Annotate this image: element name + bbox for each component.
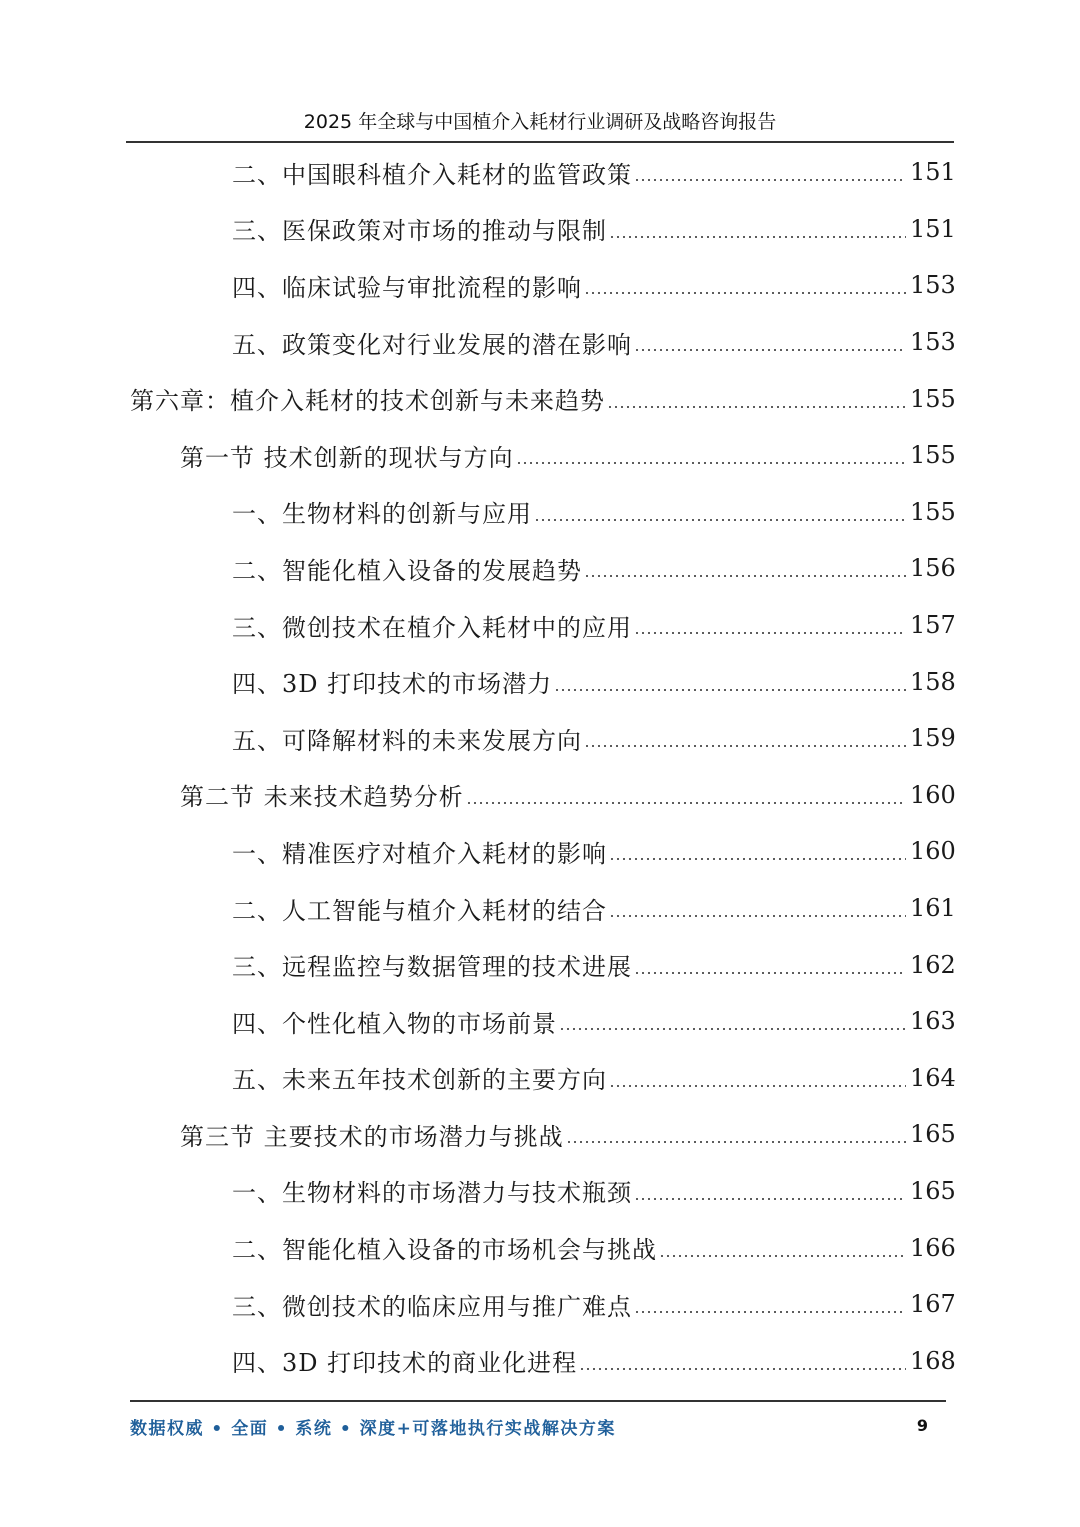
toc-entry-item[interactable]: [0, 1332, 1080, 1389]
toc-entry-title: 二、中国眼科植介入耗材的监管政策: [232, 160, 632, 189]
toc-dot-leader: [566, 1122, 906, 1146]
toc-entry-page: 155: [910, 441, 956, 470]
toc-entry-section[interactable]: [0, 1106, 1080, 1163]
footer-slogan: 数据权威 • 全面 • 系统 • 深度+可落地执行实战解决方案: [130, 1419, 616, 1439]
toc-entry-item[interactable]: [0, 880, 1080, 937]
toc-entry-item[interactable]: [0, 653, 1080, 710]
toc-entry-page: 155: [910, 384, 956, 413]
toc-entry-page: 160: [910, 837, 956, 866]
toc-entry-title: 三、微创技术在植介入耗材中的应用: [232, 613, 632, 642]
toc-dot-leader: [554, 670, 906, 694]
toc-dot-leader: [584, 273, 906, 297]
toc-dot-leader: [516, 443, 906, 467]
toc-entry-page: 157: [910, 611, 956, 640]
toc-dot-leader: [584, 556, 906, 580]
toc-entry-title: 第一节 技术创新的现状与方向: [180, 443, 514, 472]
toc-entry-title: 四、3D 打印技术的市场潜力: [232, 670, 553, 699]
toc-entry-page: 161: [910, 894, 956, 923]
toc-dot-leader: [607, 387, 906, 411]
toc-dot-leader: [634, 613, 906, 637]
toc-entry-page: 151: [910, 158, 956, 187]
toc-entry-page: 155: [910, 497, 956, 526]
toc-entry-item[interactable]: [0, 484, 1080, 541]
toc-dot-leader: [634, 953, 906, 977]
toc-entry-item[interactable]: [0, 257, 1080, 314]
toc-entry-chapter[interactable]: [0, 370, 1080, 427]
toc-dot-leader: [634, 160, 906, 184]
toc-entry-page: 153: [910, 328, 956, 357]
toc-entry-title: 第二节 未来技术趋势分析: [180, 783, 464, 812]
toc-entry-title: 四、3D 打印技术的商业化进程: [232, 1349, 578, 1378]
toc-entry-item[interactable]: [0, 1163, 1080, 1220]
toc-entry-page: 163: [910, 1007, 956, 1036]
toc-entry-title: 三、远程监控与数据管理的技术进展: [232, 953, 632, 982]
toc-entry-title: 二、人工智能与植介入耗材的结合: [232, 896, 607, 925]
toc-entry-title: 二、智能化植入设备的发展趋势: [232, 556, 582, 585]
toc-entry-page: 168: [910, 1346, 956, 1375]
toc-entry-section[interactable]: [0, 767, 1080, 824]
toc-entry-title: 五、可降解材料的未来发展方向: [232, 726, 582, 755]
toc-entry-page: 166: [910, 1233, 956, 1262]
toc-dot-leader: [634, 1292, 906, 1316]
toc-entry-item[interactable]: [0, 1276, 1080, 1333]
toc-entry-item[interactable]: [0, 1219, 1080, 1276]
toc-dot-leader: [609, 839, 906, 863]
toc-entry-item[interactable]: [0, 144, 1080, 201]
toc-dot-leader: [609, 896, 906, 920]
toc-entry-item[interactable]: [0, 823, 1080, 880]
toc-entry-title: 第三节 主要技术的市场潜力与挑战: [180, 1122, 564, 1151]
toc-entry-title: 一、精准医疗对植介入耗材的影响: [232, 839, 607, 868]
toc-dot-leader: [634, 330, 906, 354]
toc-entry-title: 一、生物材料的市场潜力与技术瓶颈: [232, 1179, 632, 1208]
toc-entry-item[interactable]: [0, 201, 1080, 258]
page-header-title: 2025 年全球与中国植介入耗材行业调研及战略咨询报告: [303, 111, 777, 133]
toc-entry-item[interactable]: [0, 540, 1080, 597]
toc-dot-leader: [559, 1009, 906, 1033]
toc-entry-item[interactable]: [0, 710, 1080, 767]
toc-entry-title: 二、智能化植入设备的市场机会与挑战: [232, 1236, 657, 1265]
toc-entry-item[interactable]: [0, 936, 1080, 993]
toc-dot-leader: [534, 500, 906, 524]
toc-entry-page: 160: [910, 780, 956, 809]
toc-entry-item[interactable]: [0, 1050, 1080, 1107]
toc-entry-title: 第六章：植介入耗材的技术创新与未来趋势: [130, 387, 605, 416]
toc-entry-page: 162: [910, 950, 956, 979]
toc-entry-page: 153: [910, 271, 956, 300]
toc-entry-title: 五、未来五年技术创新的主要方向: [232, 1066, 607, 1095]
toc-entry-section[interactable]: [0, 427, 1080, 484]
toc-entry-page: 158: [910, 667, 956, 696]
toc-entry-item[interactable]: [0, 597, 1080, 654]
toc-entry-page: 156: [910, 554, 956, 583]
toc-entry-title: 五、政策变化对行业发展的潜在影响: [232, 330, 632, 359]
toc-dot-leader: [634, 1179, 906, 1203]
toc-entry-title: 四、个性化植入物的市场前景: [232, 1009, 557, 1038]
toc-dot-leader: [609, 217, 906, 241]
toc-dot-leader: [659, 1236, 906, 1260]
page-number: 9: [916, 1416, 928, 1435]
footer-divider: [130, 1400, 946, 1402]
toc-entry-title: 三、微创技术的临床应用与推广难点: [232, 1292, 632, 1321]
header-divider: [126, 141, 954, 143]
toc-entry-page: 165: [910, 1176, 956, 1205]
toc-entry-page: 159: [910, 724, 956, 753]
toc-dot-leader: [466, 783, 906, 807]
toc-dot-leader: [579, 1349, 906, 1373]
toc-entry-item[interactable]: [0, 314, 1080, 371]
toc-entry-page: 151: [910, 214, 956, 243]
toc-dot-leader: [609, 1066, 906, 1090]
toc-entry-title: 三、医保政策对市场的推动与限制: [232, 217, 607, 246]
toc-entry-page: 167: [910, 1290, 956, 1319]
table-of-contents: [0, 144, 1080, 1389]
toc-entry-item[interactable]: [0, 993, 1080, 1050]
toc-dot-leader: [584, 726, 906, 750]
toc-entry-page: 164: [910, 1063, 956, 1092]
toc-entry-page: 165: [910, 1120, 956, 1149]
toc-entry-title: 一、生物材料的创新与应用: [232, 500, 532, 529]
toc-entry-title: 四、临床试验与审批流程的影响: [232, 273, 582, 302]
